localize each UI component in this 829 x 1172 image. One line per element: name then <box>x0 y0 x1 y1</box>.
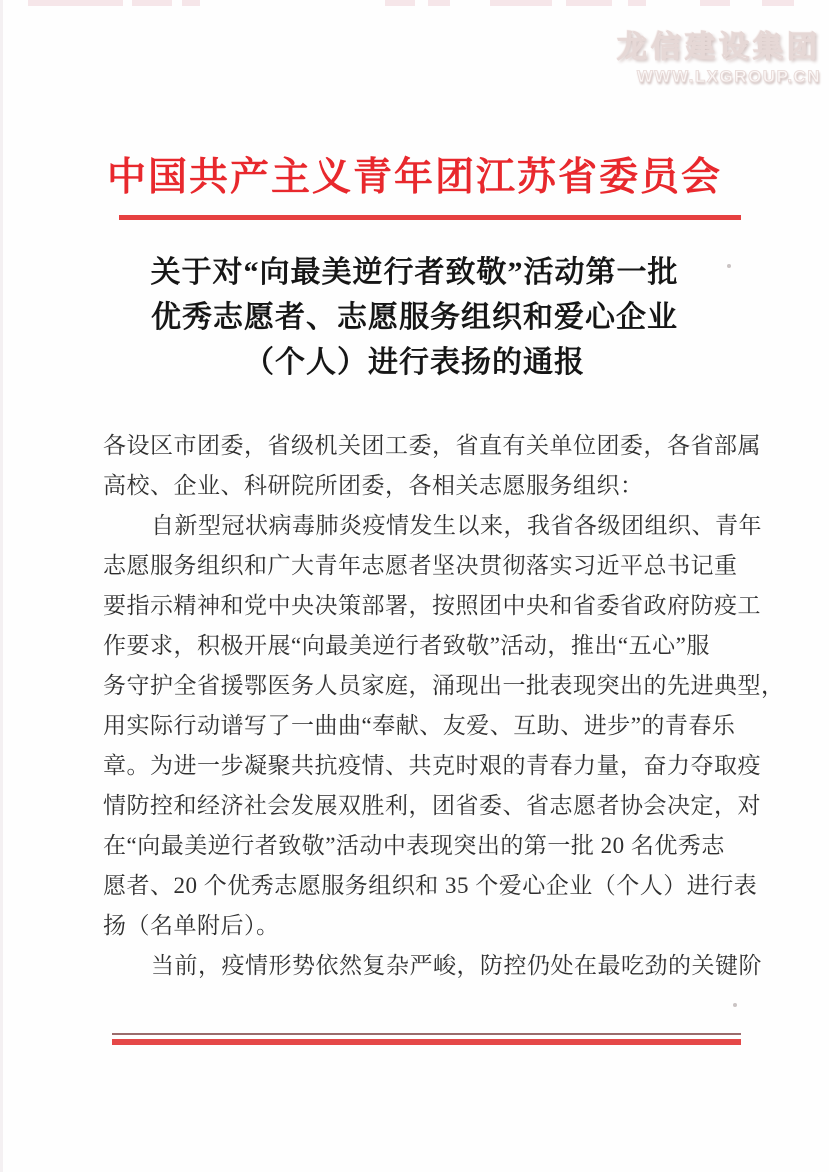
document-body <box>103 426 785 986</box>
scan-artifact <box>182 0 200 6</box>
document-title <box>0 250 829 385</box>
scan-artifact <box>385 0 415 6</box>
body-line: 当前，疫情形势依然复杂严峻，防控仍处在最吃劲的关键阶 <box>151 953 762 978</box>
body-line: 高校、企业、科研院所团委，各相关志愿服务组织： <box>103 473 644 498</box>
body-line: 各设区市团委，省级机关团工委，省直有关单位团委，各省部属 <box>103 433 761 458</box>
scan-artifact <box>132 0 172 6</box>
document-title-line: （个人）进行表扬的通报 <box>244 346 585 379</box>
body-line: 愿者、20 个优秀志愿服务组织和 35 个爱心企业（个人）进行表 <box>103 873 758 898</box>
scan-artifact <box>566 0 612 6</box>
watermark-company-name: 龙信建设集团 <box>617 31 821 64</box>
body-line: 在“向最美逆行者致敬”活动中表现突出的第一批 20 名优秀志 <box>103 833 725 858</box>
scan-artifact <box>762 0 794 6</box>
body-line: 章。为进一步凝聚共抗疫情、共克时艰的青春力量，奋力夺取疫 <box>103 753 761 778</box>
scan-speck <box>733 1003 737 1007</box>
body-line: 扬（名单附后）。 <box>103 913 280 938</box>
scan-artifact <box>628 0 646 6</box>
body-line: 要指示精神和党中央决策部署，按照团中央和省委省政府防疫工 <box>103 593 761 618</box>
scan-artifact <box>490 0 552 6</box>
scan-artifact <box>28 0 123 6</box>
letterhead-divider-rule <box>119 215 741 220</box>
body-line: 情防控和经济社会发展双胜利，团省委、省志愿者协会决定，对 <box>103 793 761 818</box>
scan-artifact <box>700 0 730 6</box>
body-line: 务守护全省援鄂医务人员家庭，涌现出一批表现突出的先进典型， <box>103 673 785 698</box>
body-line: 自新型冠状病毒肺炎疫情发生以来，我省各级团组织、青年 <box>151 513 762 538</box>
watermark-website: WWW.LXGROUP.CN <box>636 67 821 86</box>
footer-divider-thin-rule <box>112 1033 741 1035</box>
body-line: 志愿服务组织和广大青年志愿者坚决贯彻落实习近平总书记重 <box>103 553 738 578</box>
body-line: 作要求，积极开展“向最美逆行者致敬”活动，推出“五心”服 <box>103 633 710 658</box>
footer-divider-thick-rule <box>112 1039 741 1045</box>
body-line: 用实际行动谱写了一曲曲“奉献、友爱、互助、进步”的青春乐 <box>103 713 736 738</box>
letterhead-issuer-title: 中国共产主义青年团江苏省委员会 <box>106 156 722 199</box>
scan-artifact <box>428 0 450 6</box>
watermark <box>617 22 821 87</box>
document-title-line: 关于对“向最美逆行者致敬”活动第一批 <box>150 256 679 289</box>
document-title-line: 优秀志愿者、志愿服务组织和爱心企业 <box>151 301 678 334</box>
